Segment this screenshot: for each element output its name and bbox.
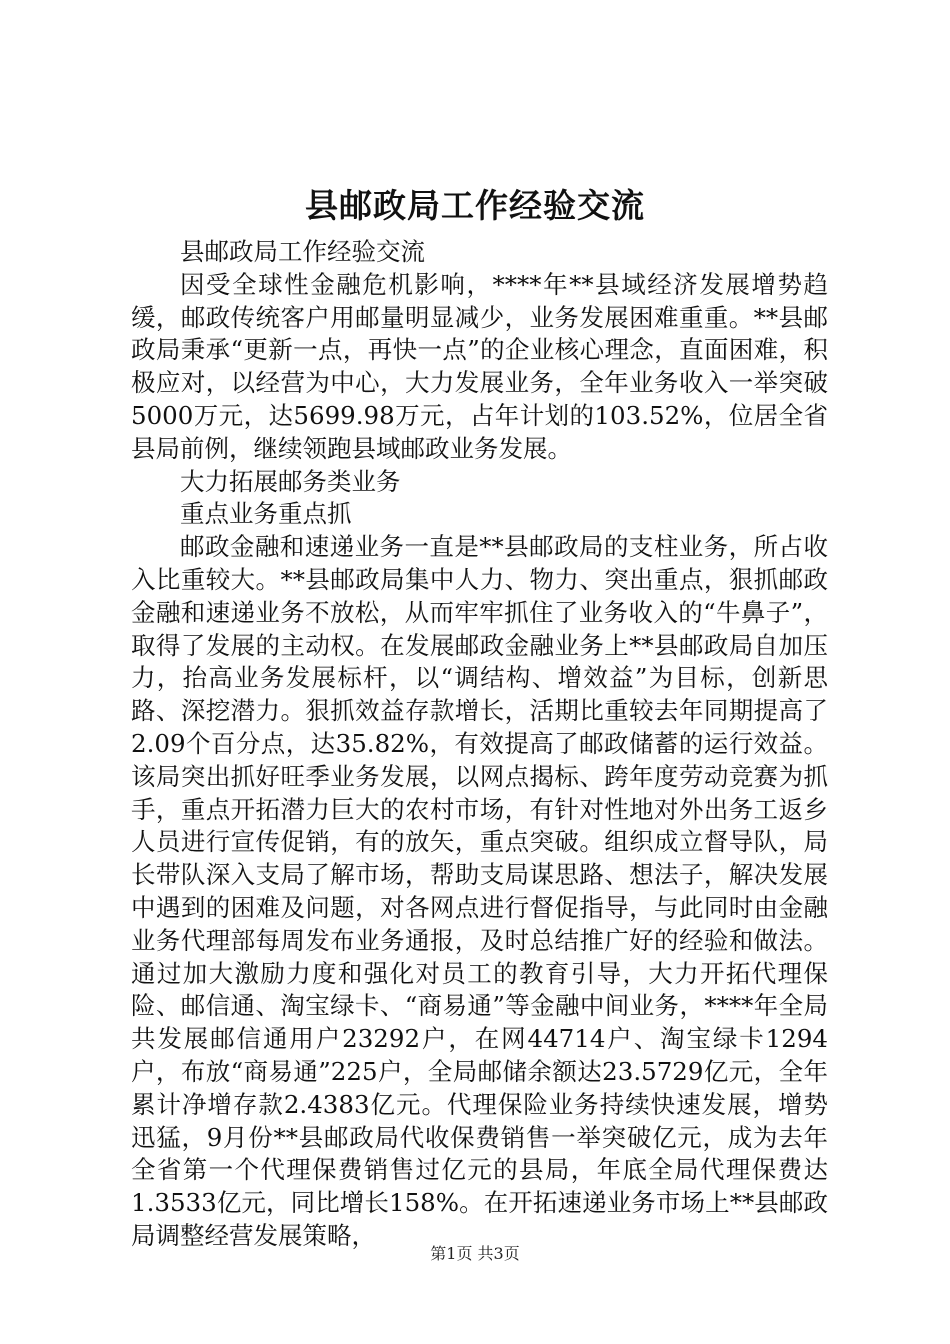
page-footer: 第1页 共3页 bbox=[430, 1244, 520, 1263]
paragraph-main: 邮政金融和速递业务一直是**县邮政局的支柱业务，所占收入比重较大。**县邮政局集中人力、物力、突出重点，狠抓邮政金融和速递业务不放松，从而牢牢抓住了业务收入的“牛鼻子”，取得了发展的主动权。在发展邮政金融业务上**县邮政局自加压力，抬高业务发展标杆，以“调结构、增效益”为目标，创新思路、深挖潜力。狠抓效益存款增长，活期比重较去年同期提高了2.09个百分点，达35.82%，有效提高了邮政储蓄的运行效益。该局突出抓好旺季业务发展，以网点揭标、跨年度劳动竞赛为抓手，重点开拓潜力巨大的农村市场，有针对性地对外出务工返乡人员进行宣传促销，有的放矢，重点突破。组织成立督导队，局长带队深入支局了解市场，帮助支局谋思路、想法子，解决发展中遇到的困难及问题，对各网点进行督促指导，与此同时由金融业务代理部每周发布业务通报，及时总结推广好的经验和做法。通过加大激励力度和强化对员工的教育引导，大力开拓代理保险、邮信通、淘宝绿卡、“商易通”等金融中间业务，****年全局共发展邮信通用户23292户，在网44714户、淘宝绿卡1294户，布放“商易通”225户，全局邮储余额达23.5729亿元，全年累计净增存款2.4383亿元。代理保险业务持续快速发展，增势迅猛，9月份**县邮政局代收保费销售一举突破亿元，成为去年全省第一个代理保费销售过亿元的县局，年底全局代理保费达1.3533亿元，同比增长158%。在开拓速递业务市场上**县邮政局调整经营发展策略， bbox=[131, 532, 828, 1250]
document-title: 县邮政局工作经验交流 bbox=[305, 186, 645, 225]
paragraph-heading-1: 大力拓展邮务类业务 bbox=[180, 466, 401, 496]
paragraph-heading-2: 重点业务重点抓 bbox=[180, 499, 352, 529]
paragraph-subtitle: 县邮政局工作经验交流 bbox=[180, 237, 425, 266]
paragraph-intro: 因受全球性金融危机影响，****年**县域经济发展增势趋缓，邮政传统客户用邮量明显减少，业务发展困难重重。**县邮政局秉承“更新一点，再快一点”的企业核心理念，直面困难，积极应对，以经营为中心，大力发展业务，全年业务收入一举突破5000万元，达5699.98万元，占年计划的103.52%，位居全省县局前例，继续领跑县域邮政业务发展。 bbox=[131, 269, 828, 463]
document-body bbox=[131, 236, 828, 1253]
